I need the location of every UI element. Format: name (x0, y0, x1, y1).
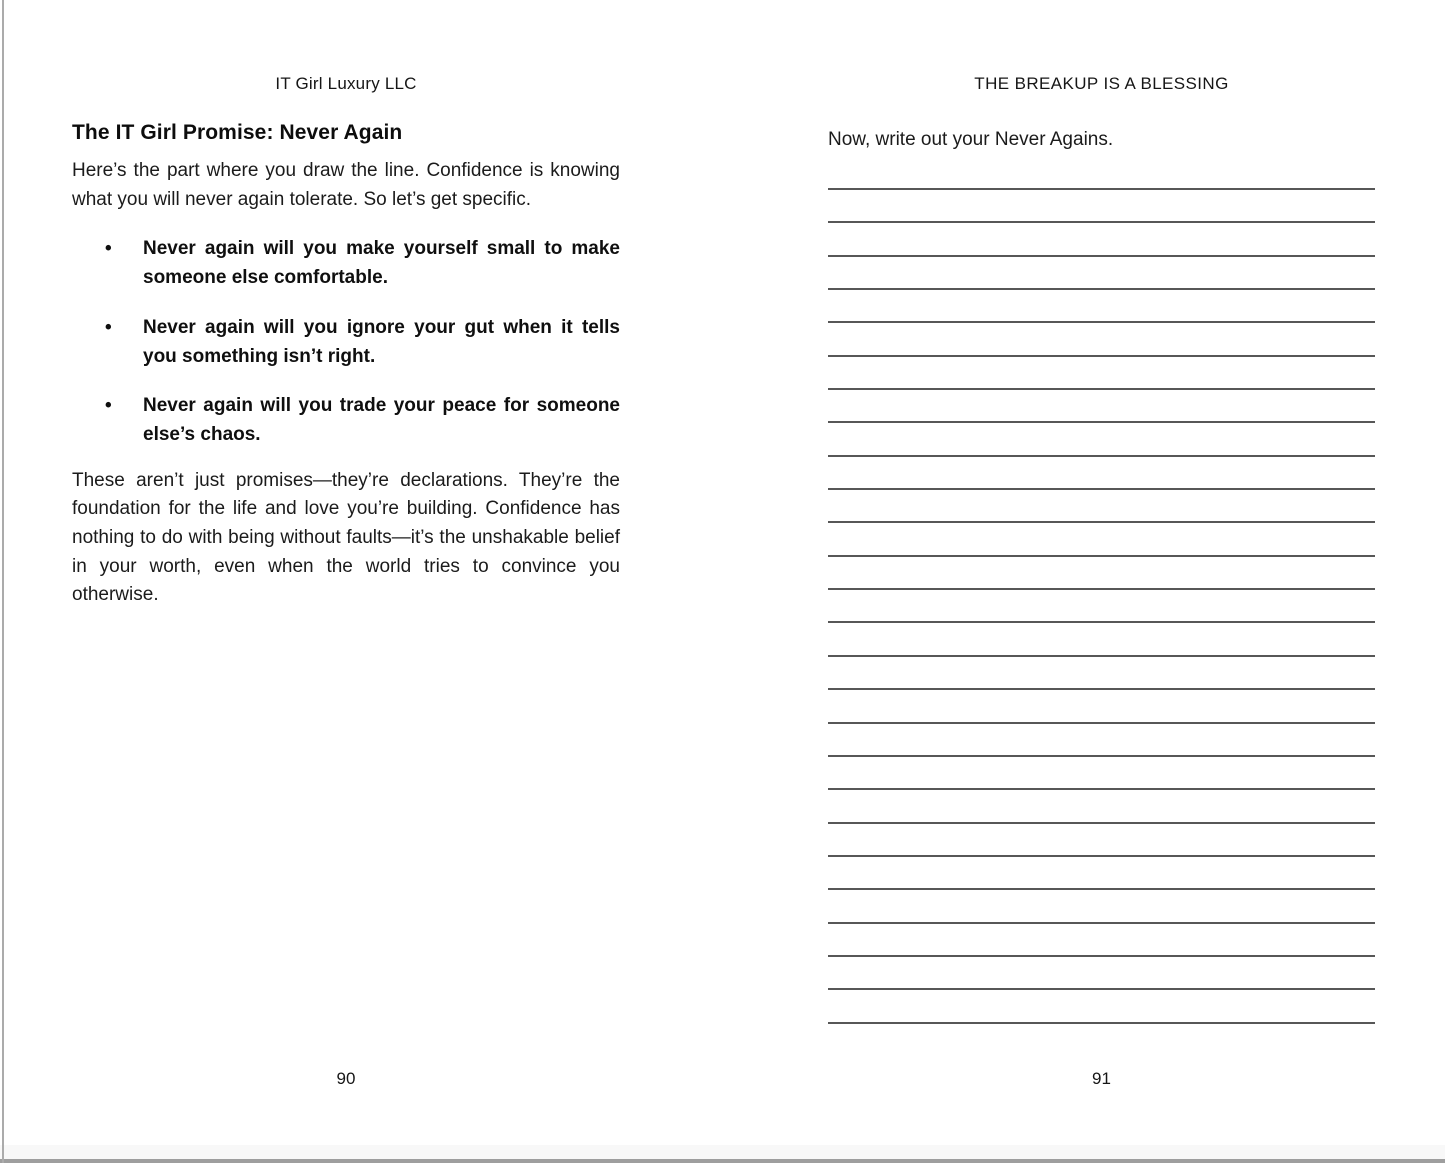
writing-line (828, 521, 1375, 554)
writing-line (828, 555, 1375, 588)
writing-line (828, 755, 1375, 788)
writing-line (828, 722, 1375, 755)
writing-line (828, 355, 1375, 388)
writing-line (828, 321, 1375, 354)
writing-line (828, 588, 1375, 621)
promise-list-item: • Never again will you make yourself small to make someone else comfortable. (143, 235, 620, 292)
page-bottom-edge (0, 1159, 1445, 1163)
page-number-left: 90 (336, 1069, 356, 1088)
page-left-content (72, 120, 620, 610)
writing-line (828, 1022, 1375, 1055)
writing-prompt: Now, write out your Never Agains. (828, 129, 1114, 150)
writing-line (828, 288, 1375, 321)
page-right (722, 0, 1445, 1163)
writing-line (828, 922, 1375, 955)
intro-paragraph: Here’s the part where you draw the line. Confidence is knowing what you will never again tolerate. So let’s get specific. (72, 160, 620, 210)
writing-line (828, 888, 1375, 921)
writing-line (828, 188, 1375, 221)
writing-line (828, 221, 1375, 254)
writing-line (828, 655, 1375, 688)
running-header-left: IT Girl Luxury LLC (275, 74, 417, 93)
promise-list (72, 235, 620, 449)
closing-paragraph: These aren’t just promises—they’re declarations. They’re the foundation for the life and love you’re building. Confidence has nothing to do with being without faults—it’s the unshakable belief in your worth, even when the world tries to convince you otherwise. (72, 469, 620, 606)
writing-line (828, 255, 1375, 288)
promise-list-item: • Never again will you ignore your gut when it tells you something isn’t right. (143, 314, 620, 371)
writing-line (828, 388, 1375, 421)
writing-line (828, 455, 1375, 488)
writing-line (828, 822, 1375, 855)
writing-lines (828, 188, 1375, 1055)
writing-line (828, 788, 1375, 821)
writing-line (828, 988, 1375, 1021)
page-bottom-strip (0, 1145, 1445, 1159)
writing-line (828, 488, 1375, 521)
promise-list-item: • Never again will you trade your peace for someone else’s chaos. (143, 392, 620, 449)
writing-line (828, 688, 1375, 721)
page-left (0, 0, 722, 1163)
writing-line (828, 621, 1375, 654)
page-left-edge (2, 0, 4, 1163)
page-number-right: 91 (1092, 1069, 1111, 1088)
running-header-right: THE BREAKUP IS A BLESSING (974, 74, 1229, 93)
writing-line (828, 421, 1375, 454)
section-heading: The IT Girl Promise: Never Again (72, 121, 403, 144)
writing-line (828, 955, 1375, 988)
writing-line (828, 855, 1375, 888)
